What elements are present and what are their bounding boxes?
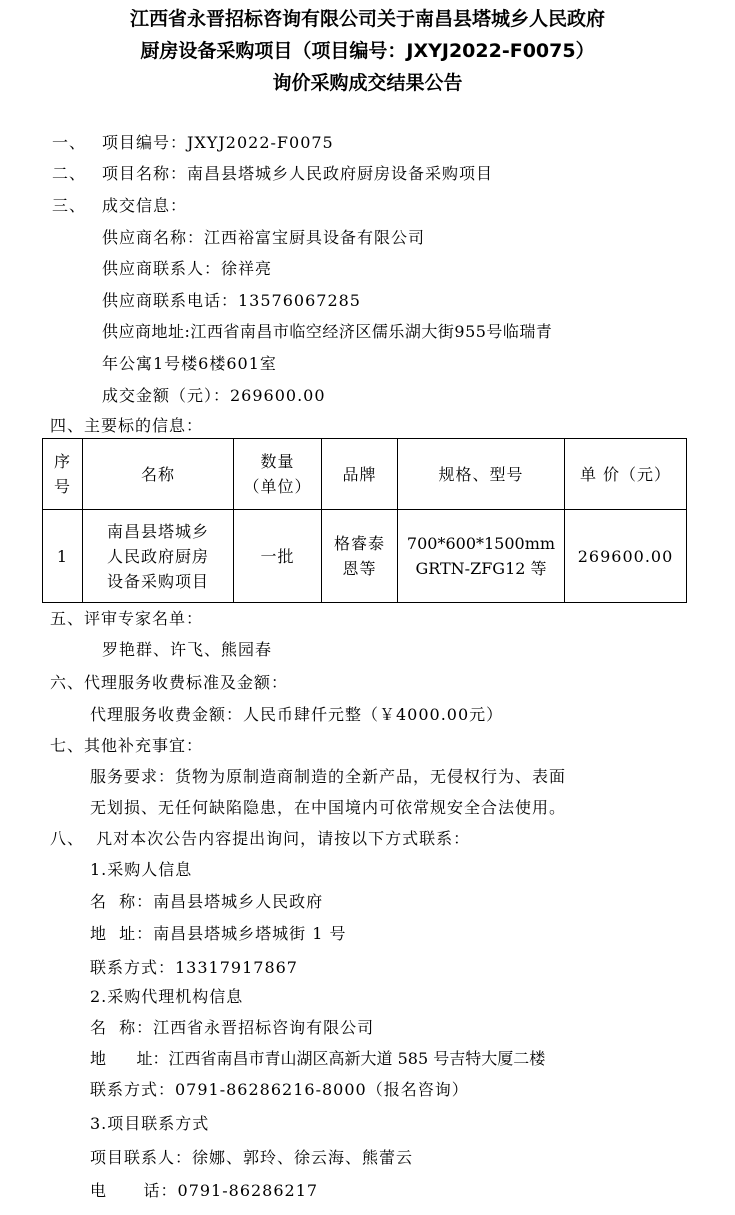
title-line-3: 询价采购成交结果公告 bbox=[272, 72, 463, 94]
buyer-contact: 联系方式：13317917867 bbox=[90, 958, 298, 977]
agency-address: 地 址：江西省南昌市青山湖区高新大道 585 号吉特大厦二楼 bbox=[90, 1049, 546, 1068]
cell-brand-line-1: 格睿泰 bbox=[333, 534, 385, 553]
agency-contact: 联系方式：0791-86286216-8000（报名咨询） bbox=[90, 1080, 469, 1099]
deal-info-heading: 成交信息： bbox=[102, 196, 188, 215]
header-qty-line-2: （单位） bbox=[243, 477, 312, 496]
section-number: 二、 bbox=[52, 164, 87, 183]
cell-qty: 一批 bbox=[234, 510, 322, 603]
section-project-name bbox=[52, 162, 493, 186]
supplier-name: 供应商名称：江西裕富宝厨具设备有限公司 bbox=[102, 228, 426, 247]
header-name: 名称 bbox=[83, 439, 234, 510]
header-qty-line-1: 数量 bbox=[260, 452, 295, 471]
supplier-contact: 供应商联系人：徐祥亮 bbox=[102, 259, 273, 278]
project-contact-heading: 3.项目联系方式 bbox=[90, 1114, 210, 1133]
cell-name-line-2: 人民政府厨房 bbox=[106, 546, 209, 566]
cell-spec-line-1: 700*600*1500mm bbox=[406, 534, 556, 553]
table-row bbox=[43, 510, 687, 603]
section-main-items: 四、主要标的信息： bbox=[50, 416, 204, 435]
header-qty bbox=[234, 439, 322, 510]
table-header-row bbox=[43, 439, 687, 510]
service-requirement-line-1: 服务要求：货物为原制造商制造的全新产品，无侵权行为、表面 bbox=[90, 767, 567, 786]
cell-spec bbox=[398, 510, 565, 603]
agency-fee-amount: 代理服务收费金额：人民币肆仟元整（￥4000.00元） bbox=[90, 705, 504, 724]
service-requirement-line-2: 无划损、无任何缺陷隐患，在中国境内可依常规安全合法使用。 bbox=[90, 798, 567, 817]
cell-name-line-3: 设备采购项目 bbox=[106, 571, 209, 591]
supplier-address-line-1: 供应商地址:江西省南昌市临空经济区儒乐湖大街955号临瑞青 bbox=[102, 322, 553, 341]
buyer-heading: 1.采购人信息 bbox=[90, 860, 193, 879]
buyer-address: 地 址：南昌县塔城乡塔城街 1 号 bbox=[90, 924, 347, 943]
cell-spec-line-2: GRTN-ZFG12 等 bbox=[415, 559, 547, 578]
agency-heading: 2.采购代理机构信息 bbox=[90, 987, 244, 1006]
deal-amount: 成交金额（元）：269600.00 bbox=[102, 386, 326, 405]
cell-seq: 1 bbox=[43, 510, 83, 603]
cell-brand bbox=[322, 510, 398, 603]
supplier-address-line-2: 年公寓1号楼6楼601室 bbox=[102, 354, 277, 373]
header-price: 单 价（元） bbox=[565, 439, 687, 510]
section-number: 三、 bbox=[52, 196, 87, 215]
items-table bbox=[42, 438, 687, 603]
cell-price: 269600.00 bbox=[565, 510, 687, 603]
section-agency-fee: 六、代理服务收费标准及金额： bbox=[50, 673, 289, 692]
header-spec: 规格、型号 bbox=[398, 439, 565, 510]
title-line-1: 江西省永晋招标咨询有限公司关于南昌县塔城乡人民政府 bbox=[129, 8, 605, 30]
project-contacts: 项目联系人：徐娜、郭玲、徐云海、熊蕾云 bbox=[90, 1148, 414, 1167]
header-brand: 品牌 bbox=[322, 439, 398, 510]
section-project-number bbox=[52, 131, 334, 155]
section-deal-info bbox=[52, 194, 187, 218]
cell-name-line-1: 南昌县塔城乡 bbox=[106, 521, 209, 541]
header-seq bbox=[43, 439, 83, 510]
cell-brand-line-2: 恩等 bbox=[342, 559, 377, 578]
section-experts: 五、评审专家名单： bbox=[50, 609, 204, 628]
supplier-phone: 供应商联系电话：13576067285 bbox=[102, 291, 361, 310]
agency-name: 名 称：江西省永晋招标咨询有限公司 bbox=[90, 1018, 375, 1037]
project-number-text: 项目编号：JXYJ2022-F0075 bbox=[102, 133, 334, 152]
experts-list: 罗艳群、许飞、熊园春 bbox=[102, 640, 273, 659]
section-inquiry: 八、 凡对本次公告内容提出询问，请按以下方式联系： bbox=[50, 829, 471, 848]
cell-name bbox=[83, 510, 234, 603]
section-other: 七、其他补充事宜： bbox=[50, 736, 204, 755]
buyer-name: 名 称：南昌县塔城乡人民政府 bbox=[90, 892, 324, 911]
section-number: 一、 bbox=[52, 133, 87, 152]
title-line-2: 厨房设备采购项目（项目编号：JXYJ2022-F0075） bbox=[140, 40, 595, 62]
project-phone: 电 话：0791-86286217 bbox=[90, 1181, 319, 1200]
header-seq-line-2: 号 bbox=[53, 477, 71, 496]
header-seq-line-1: 序 bbox=[53, 452, 71, 471]
project-name-text: 项目名称：南昌县塔城乡人民政府厨房设备采购项目 bbox=[102, 164, 494, 183]
